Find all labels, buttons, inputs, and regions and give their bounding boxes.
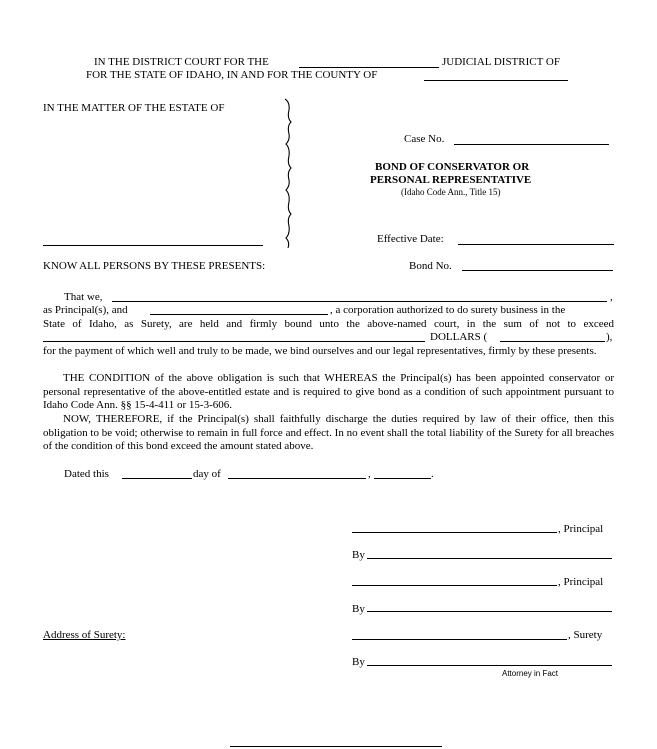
condition-paragraph: THE CONDITION of the above obligation is such that WHEREAS the Principal(s) has been appointed conservator or personal representative of the above-entitled estate and is required to give bond as a condition of such appointment pursuant to Idaho Code Ann. §§ 15-4-411 or 15-3-606. [43,372,614,411]
year-field[interactable] [374,478,431,479]
attorney-in-fact-label: Attorney in Fact [502,669,559,678]
court-header-line1-right: JUDICIAL DISTRICT OF [442,56,560,68]
by1-label: By [352,549,365,561]
estate-of-label: IN THE MATTER OF THE ESTATE OF [43,102,225,114]
now-therefore-paragraph: NOW, THEREFORE, if the Principal(s) shall faithfully discharge the duties required by law of their office, then this obligation to be void; otherwise to remain in full force and effect. In no event shall the total liability of the Surety for all breaches of the condition of this bond exceed the amount stated above. [43,413,614,452]
bond-no-label: Bond No. [409,260,452,272]
dated-this-label: Dated this [64,468,109,480]
principal2-label: , Principal [558,576,604,588]
footer-rule [230,746,442,747]
statute-citation: (Idaho Code Ann., Title 15) [401,187,501,197]
by2-label: By [352,603,365,615]
doc-title-line1: BOND OF CONSERVATOR OR [375,161,530,173]
surety-label: , Surety [568,629,603,641]
principal1-label: , Principal [558,523,604,535]
principal-names-field[interactable] [112,301,607,302]
county-blank[interactable] [424,80,568,81]
dollars-close: ), [606,331,613,343]
state-of-idaho-text: State of Idaho, as Surety, are held and firmly bound unto the above-named court, in the sum of not to exceed [43,318,614,330]
address-of-surety-label: Address of Surety: [43,629,126,641]
court-header-line1-left: IN THE DISTRICT COURT FOR THE [94,56,269,68]
amount-numeric-field[interactable] [500,341,605,342]
that-we-label: That we, [64,291,103,303]
by1-signature-line[interactable] [367,558,612,559]
day-of-label: day of [193,468,221,480]
by2-signature-line[interactable] [367,611,612,612]
principal1-signature-line[interactable] [352,532,557,533]
payment-paragraph: for the payment of which well and truly to be made, we bind ourselves and our legal representatives, firmly by these presents. [43,345,597,357]
surety-name-field[interactable] [150,314,328,315]
effective-date-label: Effective Date: [377,233,444,245]
dated-comma: , [368,468,371,480]
corporation-text: , a corporation authorized to do surety business in the [330,304,566,316]
as-principals-label: as Principal(s), and [43,304,128,316]
bond-no-field[interactable] [462,270,613,271]
dollars-label: DOLLARS ( [430,331,488,343]
caption-brace [280,98,296,250]
amount-words-field[interactable] [43,341,425,342]
court-header-line2: FOR THE STATE OF IDAHO, IN AND FOR THE COUNTY OF [86,69,378,81]
by3-signature-line[interactable] [367,665,612,666]
judicial-district-blank[interactable] [299,67,439,68]
day-field[interactable] [122,478,192,479]
dated-period: . [431,468,434,480]
that-we-comma: , [610,291,613,303]
month-field[interactable] [228,478,366,479]
effective-date-field[interactable] [458,244,614,245]
know-all-persons: KNOW ALL PERSONS BY THESE PRESENTS: [43,260,266,272]
estate-name-blank[interactable] [43,245,263,246]
case-no-label: Case No. [404,133,445,145]
principal2-signature-line[interactable] [352,585,557,586]
by3-label: By [352,656,365,668]
surety-signature-line[interactable] [352,639,567,640]
case-no-field[interactable] [454,144,609,145]
doc-title-line2: PERSONAL REPRESENTATIVE [370,174,532,186]
